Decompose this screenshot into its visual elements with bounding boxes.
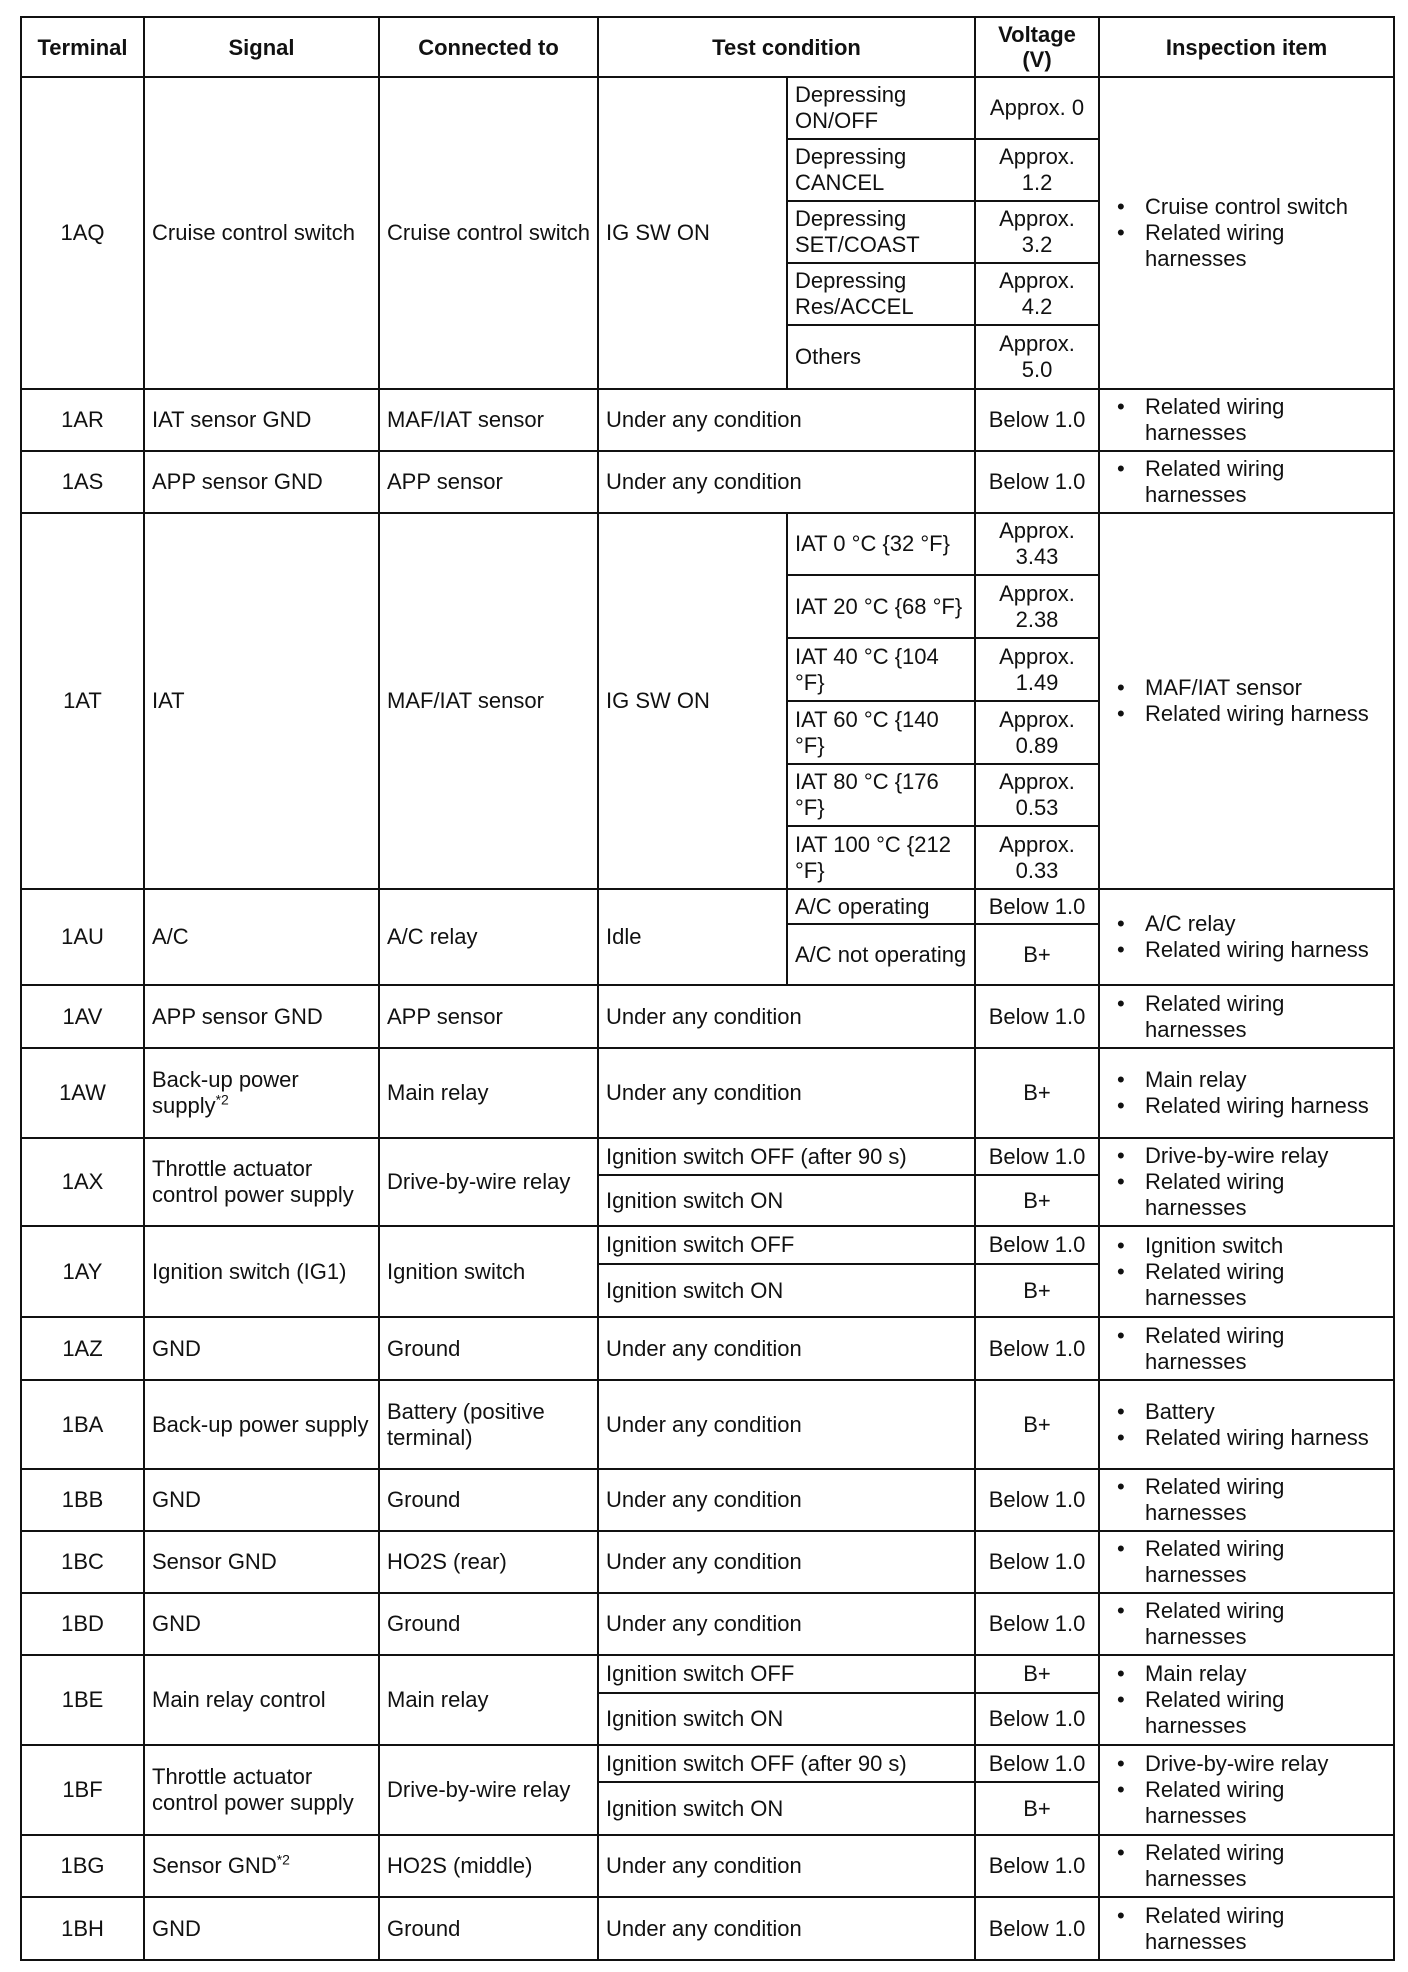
inspection-list — [1107, 1143, 1386, 1221]
signal-text: GND — [152, 1915, 201, 1941]
terminal-cell: 1BB — [21, 1469, 144, 1531]
table-row — [21, 77, 1394, 139]
sub-condition-cell: IAT 40 °C {104 °F} — [787, 638, 975, 701]
inspection-cell — [1099, 451, 1394, 513]
voltage-cell: Below 1.0 — [975, 1317, 1099, 1380]
inspection-item: • Related wiring harnesses — [1145, 1536, 1386, 1588]
inspection-item: • Ignition switch — [1145, 1233, 1386, 1259]
sub-condition-cell: A/C operating — [787, 889, 975, 924]
signal-cell — [144, 1897, 379, 1960]
inspection-cell — [1099, 1226, 1394, 1317]
inspection-list — [1107, 1598, 1386, 1650]
voltage-cell: Approx. 5.0 — [975, 325, 1099, 389]
footnote-mark: *2 — [276, 1851, 290, 1868]
inspection-item: • Related wiring harnesses — [1145, 456, 1386, 508]
connected-to-cell: HO2S (rear) — [379, 1531, 598, 1593]
test-condition-cell: Idle — [598, 889, 787, 985]
voltage-cell: Below 1.0 — [975, 1138, 1099, 1175]
terminal-cell: 1AZ — [21, 1317, 144, 1380]
sub-condition-cell: Depressing ON/OFF — [787, 77, 975, 139]
voltage-cell: Below 1.0 — [975, 389, 1099, 451]
signal-cell — [144, 77, 379, 389]
signal-text: Throttle actuator control power supply — [152, 1764, 354, 1815]
voltage-cell: Below 1.0 — [975, 1693, 1099, 1745]
inspection-cell — [1099, 1317, 1394, 1380]
signal-cell — [144, 1380, 379, 1469]
connected-to-cell: Ground — [379, 1469, 598, 1531]
terminal-cell: 1BA — [21, 1380, 144, 1469]
test-condition-cell: Under any condition — [598, 451, 975, 513]
test-condition-cell: Under any condition — [598, 985, 975, 1048]
table-row — [21, 1531, 1394, 1593]
voltage-cell: B+ — [975, 924, 1099, 985]
signal-text: Sensor GND — [152, 1549, 277, 1574]
sub-condition-cell: Ignition switch ON — [598, 1693, 975, 1745]
footnote-mark: *2 — [215, 1091, 229, 1108]
voltage-cell: B+ — [975, 1175, 1099, 1226]
inspection-cell — [1099, 1469, 1394, 1531]
connected-to-cell: Battery (positive terminal) — [379, 1380, 598, 1469]
connected-to-cell: A/C relay — [379, 889, 598, 985]
connected-to-cell: Drive-by-wire relay — [379, 1138, 598, 1226]
signal-cell — [144, 1138, 379, 1226]
inspection-item: • Battery — [1145, 1399, 1386, 1425]
terminal-inspection-table — [20, 16, 1395, 1961]
header-inspection-item: Inspection item — [1099, 17, 1394, 77]
signal-cell — [144, 985, 379, 1048]
sub-condition-cell: Depressing SET/COAST — [787, 201, 975, 263]
signal-text: GND — [152, 1611, 201, 1636]
sub-condition-cell: IAT 80 °C {176 °F} — [787, 764, 975, 826]
table-row — [21, 1048, 1394, 1138]
signal-cell — [144, 513, 379, 889]
terminal-cell: 1BE — [21, 1655, 144, 1745]
inspection-item: • Related wiring harnesses — [1145, 1777, 1386, 1829]
terminal-cell: 1AX — [21, 1138, 144, 1226]
voltage-cell: Approx. 3.2 — [975, 201, 1099, 263]
inspection-cell — [1099, 1655, 1394, 1745]
signal-cell — [144, 1835, 379, 1897]
voltage-cell: Approx. 2.38 — [975, 575, 1099, 638]
sub-condition-cell: Ignition switch OFF — [598, 1655, 975, 1693]
test-condition-cell: IG SW ON — [598, 77, 787, 389]
inspection-list — [1107, 1399, 1386, 1451]
inspection-item: • Related wiring harnesses — [1145, 220, 1386, 272]
inspection-cell — [1099, 1138, 1394, 1226]
test-condition-cell: Under any condition — [598, 1531, 975, 1593]
connected-to-cell: MAF/IAT sensor — [379, 389, 598, 451]
voltage-cell: Below 1.0 — [975, 1593, 1099, 1655]
signal-text: Ignition switch (IG1) — [152, 1258, 347, 1284]
table-row — [21, 1897, 1394, 1960]
signal-text: A/C — [152, 924, 189, 949]
table-row — [21, 985, 1394, 1048]
voltage-cell: Below 1.0 — [975, 985, 1099, 1048]
inspection-cell — [1099, 389, 1394, 451]
test-condition-cell: Under any condition — [598, 1593, 975, 1655]
inspection-cell — [1099, 1897, 1394, 1960]
sub-condition-cell: Depressing CANCEL — [787, 139, 975, 201]
test-condition-cell: Under any condition — [598, 1835, 975, 1897]
header-terminal: Terminal — [21, 17, 144, 77]
inspection-list — [1107, 1233, 1386, 1311]
test-condition-cell: Under any condition — [598, 1048, 975, 1138]
inspection-list — [1107, 911, 1386, 963]
connected-to-cell: APP sensor — [379, 451, 598, 513]
inspection-item: • Related wiring harnesses — [1145, 991, 1386, 1043]
inspection-item: • Main relay — [1145, 1067, 1386, 1093]
sub-condition-cell: Ignition switch ON — [598, 1782, 975, 1835]
table-row — [21, 889, 1394, 924]
signal-text: Back-up power supply — [152, 1067, 299, 1118]
sub-condition-cell: Ignition switch OFF (after 90 s) — [598, 1138, 975, 1175]
connected-to-cell: HO2S (middle) — [379, 1835, 598, 1897]
test-condition-cell: Under any condition — [598, 1897, 975, 1960]
voltage-cell: Approx. 0.53 — [975, 764, 1099, 826]
test-condition-cell: Under any condition — [598, 1380, 975, 1469]
table-row — [21, 513, 1394, 575]
test-condition-cell: Under any condition — [598, 389, 975, 451]
signal-cell — [144, 1531, 379, 1593]
sub-condition-cell: Depressing Res/ACCEL — [787, 263, 975, 325]
connected-to-cell: Drive-by-wire relay — [379, 1745, 598, 1835]
table-row — [21, 1138, 1394, 1175]
inspection-item: • Drive-by-wire relay — [1145, 1143, 1386, 1169]
table-row — [21, 1469, 1394, 1531]
voltage-cell: Below 1.0 — [975, 1531, 1099, 1593]
inspection-list — [1107, 456, 1386, 508]
terminal-cell: 1BG — [21, 1835, 144, 1897]
inspection-item: • Related wiring harnesses — [1145, 1903, 1386, 1955]
terminal-cell: 1AR — [21, 389, 144, 451]
sub-condition-cell: IAT 0 °C {32 °F} — [787, 513, 975, 575]
table-row — [21, 389, 1394, 451]
inspection-item: • Related wiring harnesses — [1145, 1598, 1386, 1650]
signal-text: Main relay control — [152, 1687, 326, 1712]
inspection-item: • Related wiring harnesses — [1145, 1259, 1386, 1311]
voltage-cell: Below 1.0 — [975, 451, 1099, 513]
signal-cell — [144, 1317, 379, 1380]
voltage-cell: Approx. 4.2 — [975, 263, 1099, 325]
table-row — [21, 1593, 1394, 1655]
signal-text: Back-up power supply — [152, 1411, 369, 1437]
connected-to-cell: Ignition switch — [379, 1226, 598, 1317]
voltage-cell: Below 1.0 — [975, 1469, 1099, 1531]
signal-text: GND — [152, 1335, 201, 1361]
inspection-item: • Related wiring harness — [1145, 1425, 1386, 1451]
connected-to-cell: Ground — [379, 1897, 598, 1960]
table-row — [21, 1226, 1394, 1264]
inspection-item: • Related wiring harnesses — [1145, 1840, 1386, 1892]
signal-cell — [144, 1469, 379, 1531]
sub-condition-cell: Ignition switch OFF (after 90 s) — [598, 1745, 975, 1782]
signal-text: Sensor GND — [152, 1853, 277, 1878]
sub-condition-cell: Ignition switch ON — [598, 1175, 975, 1226]
inspection-item: • Related wiring harnesses — [1145, 1323, 1386, 1375]
connected-to-cell: Main relay — [379, 1048, 598, 1138]
sub-condition-cell: A/C not operating — [787, 924, 975, 985]
inspection-item: • Related wiring harnesses — [1145, 1687, 1386, 1739]
inspection-cell — [1099, 985, 1394, 1048]
sub-condition-cell: Ignition switch OFF — [598, 1226, 975, 1264]
signal-cell — [144, 389, 379, 451]
inspection-list — [1107, 194, 1386, 272]
signal-cell — [144, 451, 379, 513]
header-test-condition: Test condition — [598, 17, 975, 77]
inspection-list — [1107, 1840, 1386, 1892]
inspection-list — [1107, 1903, 1386, 1955]
sub-condition-cell: Others — [787, 325, 975, 389]
table-row — [21, 1745, 1394, 1782]
inspection-item: • Related wiring harnesses — [1145, 394, 1386, 446]
voltage-cell: B+ — [975, 1380, 1099, 1469]
inspection-item: • Related wiring harnesses — [1145, 1169, 1386, 1221]
header-row — [21, 17, 1394, 77]
inspection-cell — [1099, 1048, 1394, 1138]
signal-cell — [144, 1655, 379, 1745]
signal-cell — [144, 1226, 379, 1317]
connected-to-cell: Ground — [379, 1593, 598, 1655]
voltage-cell: B+ — [975, 1655, 1099, 1693]
terminal-cell: 1BC — [21, 1531, 144, 1593]
voltage-cell: Below 1.0 — [975, 1226, 1099, 1264]
voltage-cell: Below 1.0 — [975, 1897, 1099, 1960]
voltage-cell: Below 1.0 — [975, 1745, 1099, 1782]
inspection-item: • Related wiring harnesses — [1145, 1474, 1386, 1526]
inspection-item: • MAF/IAT sensor — [1145, 675, 1386, 701]
terminal-cell: 1AV — [21, 985, 144, 1048]
table-row — [21, 1655, 1394, 1693]
terminal-cell: 1AS — [21, 451, 144, 513]
sub-condition-cell: IAT 60 °C {140 °F} — [787, 701, 975, 764]
inspection-list — [1107, 991, 1386, 1043]
connected-to-cell: Cruise control switch — [379, 77, 598, 389]
voltage-cell: B+ — [975, 1048, 1099, 1138]
signal-text: APP sensor GND — [152, 469, 323, 494]
connected-to-cell: MAF/IAT sensor — [379, 513, 598, 889]
terminal-cell: 1BD — [21, 1593, 144, 1655]
inspection-cell — [1099, 1745, 1394, 1835]
test-condition-cell: Under any condition — [598, 1317, 975, 1380]
voltage-cell: Approx. 0 — [975, 77, 1099, 139]
terminal-cell: 1AQ — [21, 77, 144, 389]
signal-text: APP sensor GND — [152, 1003, 323, 1029]
inspection-list — [1107, 394, 1386, 446]
inspection-cell — [1099, 77, 1394, 389]
inspection-cell — [1099, 1835, 1394, 1897]
inspection-cell — [1099, 1593, 1394, 1655]
signal-cell — [144, 1745, 379, 1835]
signal-text: Throttle actuator control power supply — [152, 1156, 354, 1207]
inspection-list — [1107, 1751, 1386, 1829]
voltage-cell: Approx. 3.43 — [975, 513, 1099, 575]
voltage-cell: Approx. 1.49 — [975, 638, 1099, 701]
signal-cell — [144, 889, 379, 985]
inspection-cell — [1099, 1531, 1394, 1593]
voltage-cell: B+ — [975, 1264, 1099, 1317]
inspection-list — [1107, 1323, 1386, 1375]
connected-to-cell: Ground — [379, 1317, 598, 1380]
signal-text: GND — [152, 1487, 201, 1512]
test-condition-cell: Under any condition — [598, 1469, 975, 1531]
inspection-item: • Related wiring harness — [1145, 1093, 1386, 1119]
inspection-list — [1107, 1661, 1386, 1739]
inspection-list — [1107, 1536, 1386, 1588]
terminal-cell: 1AT — [21, 513, 144, 889]
header-connected-to: Connected to — [379, 17, 598, 77]
connected-to-cell: Main relay — [379, 1655, 598, 1745]
table-row — [21, 451, 1394, 513]
terminal-cell: 1BH — [21, 1897, 144, 1960]
header-voltage: Voltage (V) — [975, 17, 1099, 77]
voltage-cell: Approx. 0.33 — [975, 826, 1099, 889]
signal-cell — [144, 1048, 379, 1138]
inspection-item: • Cruise control switch — [1145, 194, 1386, 220]
terminal-cell: 1AU — [21, 889, 144, 985]
inspection-list — [1107, 675, 1386, 727]
sub-condition-cell: IAT 100 °C {212 °F} — [787, 826, 975, 889]
inspection-item: • Main relay — [1145, 1661, 1386, 1687]
voltage-cell: Below 1.0 — [975, 889, 1099, 924]
inspection-cell — [1099, 1380, 1394, 1469]
inspection-cell — [1099, 889, 1394, 985]
signal-text: Cruise control switch — [152, 220, 355, 245]
signal-cell — [144, 1593, 379, 1655]
inspection-item: • A/C relay — [1145, 911, 1386, 937]
header-signal: Signal — [144, 17, 379, 77]
voltage-cell: Below 1.0 — [975, 1835, 1099, 1897]
inspection-item: • Related wiring harness — [1145, 701, 1386, 727]
connected-to-cell: APP sensor — [379, 985, 598, 1048]
sub-condition-cell: IAT 20 °C {68 °F} — [787, 575, 975, 638]
signal-text: IAT — [152, 688, 185, 713]
terminal-cell: 1BF — [21, 1745, 144, 1835]
table-row — [21, 1835, 1394, 1897]
sub-condition-cell: Ignition switch ON — [598, 1264, 975, 1317]
table-row — [21, 1380, 1394, 1469]
inspection-list — [1107, 1067, 1386, 1119]
voltage-cell: Approx. 1.2 — [975, 139, 1099, 201]
terminal-cell: 1AY — [21, 1226, 144, 1317]
test-condition-cell: IG SW ON — [598, 513, 787, 889]
signal-text: IAT sensor GND — [152, 407, 312, 432]
inspection-item: • Drive-by-wire relay — [1145, 1751, 1386, 1777]
table-row — [21, 1317, 1394, 1380]
terminal-cell: 1AW — [21, 1048, 144, 1138]
inspection-cell — [1099, 513, 1394, 889]
inspection-list — [1107, 1474, 1386, 1526]
voltage-cell: B+ — [975, 1782, 1099, 1835]
inspection-item: • Related wiring harness — [1145, 937, 1386, 963]
voltage-cell: Approx. 0.89 — [975, 701, 1099, 764]
